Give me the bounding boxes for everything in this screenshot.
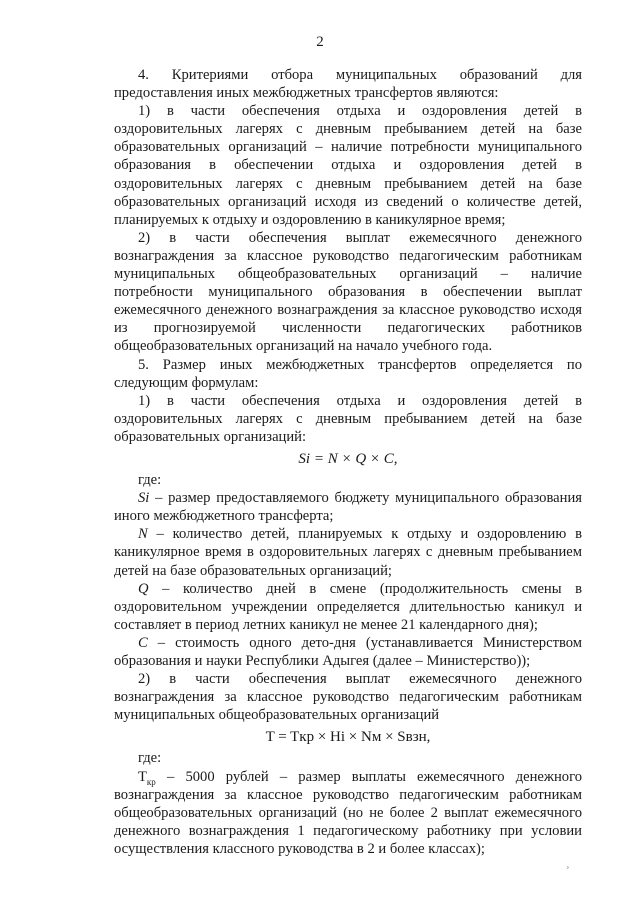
definition-n [114, 525, 582, 579]
document-body [114, 66, 582, 858]
definition-q-text: – количество дней в смене (продолжительность смены в оздоровительном учреждении определяется длительностью каникул и составляет в период летних каникул не менее 21 календарного дня); [114, 580, 582, 633]
symbol-q: Q [138, 580, 149, 597]
symbol-si: Si [138, 490, 150, 507]
formula-t: T = Tкр × Hi × Nм × Sвзн, [265, 729, 431, 746]
definition-c-text: – стоимость одного дето-дня (устанавливается Министерством образования и науки Республики Адыгея (далее – Министерство)); [114, 634, 582, 669]
definition-si-text: – размер предоставляемого бюджету муниципального образования иного межбюджетного трансферта; [114, 490, 582, 525]
paragraph-size-item-2: 2) в части обеспечения выплат ежемесячного денежного вознаграждения за классное руководство педагогическим работникам муниципальных общеобразовательных организаций [114, 671, 582, 724]
scan-mark: ¸ [566, 858, 570, 869]
paragraph-criteria-item-2: 2) в части обеспечения выплат ежемесячного денежного вознаграждения за классное руководство педагогическим работникам муниципальных общеобразовательных организаций – наличие потребности муниципального образования в обеспечении выплат ежемесячного денежного вознаграждения за классное руководство исходя из прогнозируемой численности педагогических работников общеобразовательных организаций на начало учебного года. [114, 229, 582, 355]
definition-si [114, 489, 582, 525]
definition-n-text: – количество детей, планируемых к отдыху и оздоровлению в каникулярное время в оздоровительных лагерях с дневным пребыванием детей на базе образовательных организаций; [114, 526, 582, 579]
definition-tkr [114, 768, 582, 858]
definition-q [114, 580, 582, 634]
where-label-1: где: [138, 472, 162, 489]
symbol-n: N [138, 526, 148, 543]
symbol-t-subscript: кр [146, 776, 156, 787]
paragraph-criteria: 4. Критериями отбора муниципальных образований для предоставления иных межбюджетных трансфертов являются: [114, 67, 582, 102]
formula-si-text: Si = N × Q × C, [298, 450, 398, 467]
paragraph-transfer-size: 5. Размер иных межбюджетных трансфертов определяется по следующим формулам: [114, 356, 582, 391]
definition-tkr-text: – 5000 рублей – размер выплаты ежемесячного денежного вознаграждения за классное руководство педагогическим работникам общеобразовательных организаций (но не более 2 выплат ежемесячного денежного вознаграждения 1 педагогическому работнику при условии осуществления классного руководства в 2 и более классах); [114, 768, 582, 857]
page-number: 2 [316, 34, 324, 50]
symbol-c: C [138, 634, 148, 651]
where-label-2: где: [138, 750, 162, 767]
formula-si [114, 450, 582, 468]
definition-c [114, 634, 582, 670]
paragraph-criteria-item-1: 1) в части обеспечения отдыха и оздоровления детей в оздоровительных лагерях с дневным пребыванием детей на базе образовательных организаций – наличие потребности муниципального образования в обеспечении отдыха и оздоровления детей в оздоровительных лагерях с дневным пребыванием детей на базе образовательных организаций исходя из сведений о количестве детей, планируемых к отдыху и оздоровлению в каникулярное время; [114, 103, 582, 228]
paragraph-size-item-1: 1) в части обеспечения отдыха и оздоровления детей в оздоровительных лагерях с дневным пребыванием детей на базе образовательных организаций: [114, 392, 582, 445]
symbol-t: T [138, 768, 147, 785]
